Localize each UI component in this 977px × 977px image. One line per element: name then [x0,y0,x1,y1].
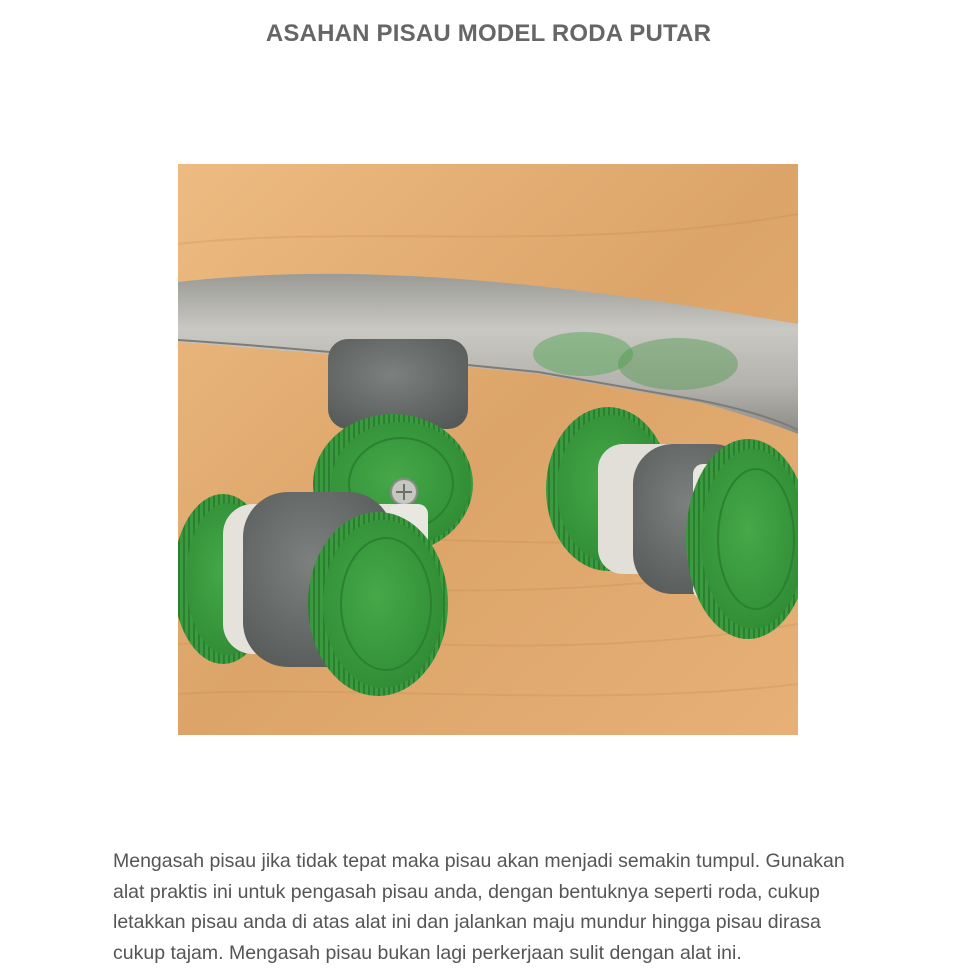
product-title: ASAHAN PISAU MODEL RODA PUTAR [265,20,712,47]
product-photo [178,164,798,735]
product-description: Mengasah pisau jika tidak tepat maka pisau akan menjadi semakin tumpul. Gunakan alat praktis ini untuk pengasah pisau anda, dengan bentuknya seperti roda, cukup letakkan pisau anda di atas alat ini dan jalankan maju mundur hingga pisau dirasa cukup tajam. Mengasah pisau bukan lagi perkerjaan sulit dengan alat ini. [113,850,845,964]
